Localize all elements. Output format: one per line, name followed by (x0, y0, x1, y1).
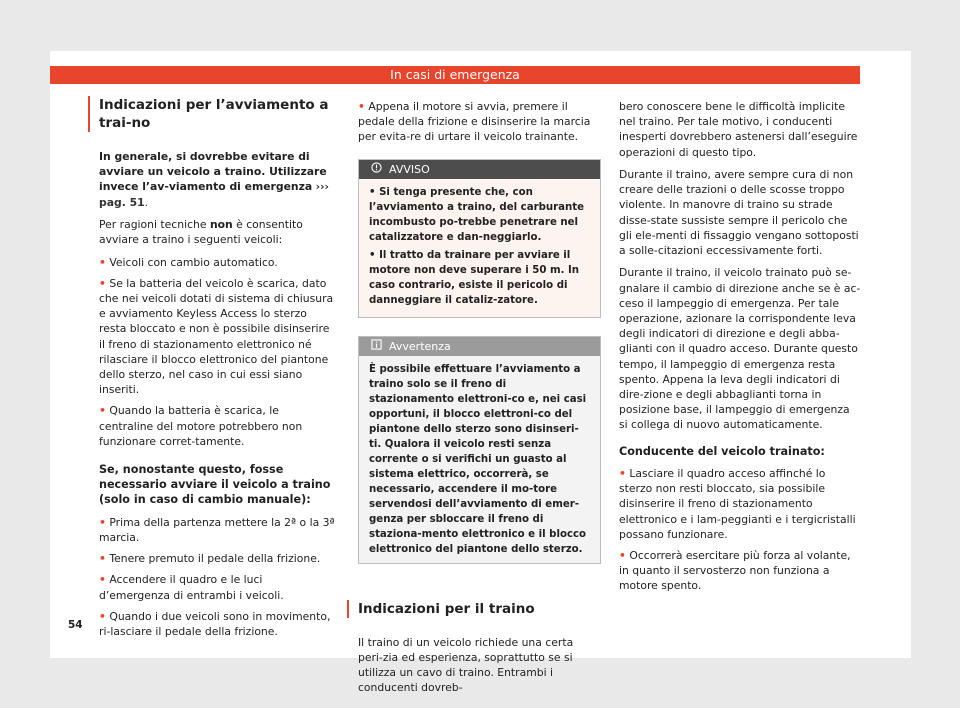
column-1 (99, 96, 336, 645)
intro-end: . (144, 195, 149, 209)
list-item-text: Quando la batteria è scarica, le centraline del motore potrebbero non funzionare corret-tamente. (99, 404, 303, 448)
heading-avviamento-traino: Indicazioni per l’avviamento a trai-no (88, 96, 336, 132)
list-item-text: Appena il motore si avvia, premere il pedale della frizione e disinserire la marcia per evita-re di urtare il veicolo trainante. (358, 100, 591, 144)
list-item (99, 255, 336, 270)
list-item-text: Accendere il quadro e le luci d’emergenza di entrambi i veicoli. (99, 573, 284, 602)
list-item (99, 551, 336, 566)
bullet-icon: • (369, 186, 376, 198)
bullet-icon: • (99, 609, 106, 623)
bullet-icon: • (99, 404, 106, 418)
section-header: In casi di emergenza (50, 66, 860, 84)
list-item (99, 515, 336, 545)
list-item-text: Tenere premuto il pedale della frizione. (109, 552, 321, 566)
bullet-icon: • (619, 549, 626, 563)
list-item (99, 276, 336, 398)
list-item-text: Si tenga presente che, con l’avviamento a traino, del carburante incombusto po-trebbe penetrare nel catalizzatore e dan-neggiarlo. (369, 186, 585, 243)
paragraph-1: bero conoscere bene le difficoltà implicite nel traino. Per tale motivo, i conducenti inesperti dovrebbero astenersi dall’eseguire operazioni di questo tipo. (619, 100, 858, 159)
heading-traino: Indicazioni per il traino (347, 600, 601, 618)
column-3 (619, 99, 861, 600)
bullet-icon: • (619, 467, 626, 481)
avvertenza-box (358, 336, 601, 564)
intro-paragraph (99, 149, 336, 210)
list-item (369, 248, 590, 308)
avviso-box (358, 159, 601, 318)
paragraph-tech (99, 217, 336, 247)
list-item-text: Veicoli con cambio automatico. (109, 255, 278, 269)
paragraph-traino: Il traino di un veicolo richiede una certa peri-zia ed esperienza, soprattutto se si utilizza un cavo di traino. Entrambi i conducenti dovreb- (358, 635, 574, 695)
paragraph-3: Durante il traino, il veicolo trainato può se-gnalare il cambio di direzione anche se è ac-ceso il lampeggio di emergenza. Per tale operazione, azionare la corrispondente leva degli indicatori di direzione e degli abba-glianti con il quadro acceso. Durante questo tempo, il lampeggio di emergenza resta spento. Appena la leva degli indicatori di dire-zione e degli abbaglianti torna in posizione base, il lampeggio di emergenza si collega di nuovo automaticamente. (619, 266, 861, 432)
avviso-header (359, 160, 600, 179)
avviso-title: AVVISO (389, 162, 430, 176)
warning-circle-icon (369, 160, 383, 179)
bullet-icon: • (358, 100, 365, 113)
avvertenza-body: È possibile effettuare l’avviamento a traino solo se il freno di stazionamento elettroni-co e, nei casi opportuni, il blocco elettroni-co del piantone dello sterzo sono disinseri-ti. Qualora il veicolo resti senza corrente o si verifichi un guasto al sistema elettrico, occorrerà, se necessario, accendere il mo-tore servendosi dell’avviamento di emer-genza per sbloccare il freno di staziona-mento elettronico e il blocco elettronico del piantone dello sterzo. (359, 356, 600, 563)
subheading-manual: Se, nonostante questo, fosse necessario avviare il veicolo a traino (solo in caso di cambio manuale): (99, 463, 331, 507)
list-item-text: Il tratto da trainare per avviare il motore non deve superare i 50 m. In caso contrario, esiste il pericolo di danneggiare il cataliz-zatore. (369, 249, 580, 306)
subheading-conducente: Conducente del veicolo trainato: (619, 444, 825, 458)
column-2 (358, 99, 601, 703)
p1-a: Per ragioni tecniche (99, 218, 210, 231)
bullet-icon: • (99, 515, 106, 529)
list-item (99, 403, 336, 449)
list-item (99, 609, 336, 639)
list-item-text: Prima della partenza mettere la 2ª o la 3ª marcia. (99, 515, 335, 545)
bullet-icon: • (99, 276, 106, 290)
list-item (619, 548, 861, 594)
list-item (358, 99, 601, 145)
list-item (369, 185, 590, 245)
list-item (99, 572, 336, 602)
paragraph-2: Durante il traino, avere sempre cura di non creare delle trazioni o delle scosse troppo violente. In manovre di traino su strade disse-state sussiste sempre il pericolo che gli ele-menti di fissaggio vengano sottoposti a solle-citazioni eccessivamente forti. (619, 168, 859, 258)
list-item-text: Se la batteria del veicolo è scarica, dato che nei veicoli dotati di sistema di chiusura e avviamento Keyless Access lo sterzo resta bloccato e non è possibile disinserire il freno di stazionamento elettronico né rilasciare il blocco elettronico del piantone dello sterzo, nel caso in cui essi siano inseriti. (99, 276, 334, 397)
page-link[interactable]: ››› pag. 51 (99, 180, 329, 209)
info-square-icon (369, 337, 383, 356)
list-item-text: Lasciare il quadro acceso affinché lo sterzo non resti bloccato, sia possibile disinserire il freno di stazionamento elettronico e i lam-peggianti e i tergicristalli possano funzionare. (619, 467, 856, 541)
p1-b: non (209, 218, 233, 231)
avvertenza-header (359, 337, 600, 356)
avviso-body (359, 179, 600, 317)
bullet-icon: • (99, 552, 106, 566)
list-item (619, 466, 861, 542)
page-number: 54 (68, 619, 83, 631)
bullet-icon: • (369, 249, 376, 261)
intro-bold: In generale, si dovrebbe evitare di avviare un veicolo a traino. Utilizzare invece l’av-viamento di emergenza (99, 150, 327, 194)
list-item-text: Quando i due veicoli sono in movimento, ri-lasciare il pedale della frizione. (99, 609, 331, 639)
p1-c: è consentito avviare a traino i seguenti veicoli: (99, 218, 303, 247)
list-item-text: Occorrerà esercitare più forza al volante, in quanto il servosterzo non funziona a motore spento. (619, 549, 851, 593)
avvertenza-title: Avvertenza (389, 339, 451, 353)
bullet-icon: • (99, 255, 106, 269)
bullet-icon: • (99, 573, 106, 587)
